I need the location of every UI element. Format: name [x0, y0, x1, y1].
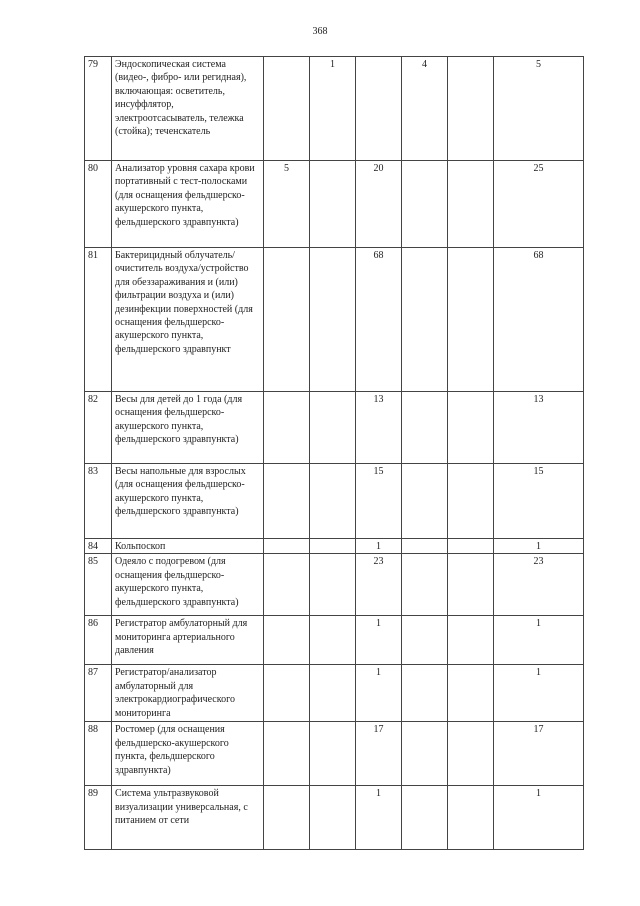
row-number: 81 [85, 248, 112, 392]
count-cell [448, 786, 494, 850]
count-cell [448, 57, 494, 161]
table-row [85, 392, 584, 464]
count-cell [402, 554, 448, 616]
equipment-name: Весы для детей до 1 года (для оснащения фельдшерско-акушерского пункта, фельдшерского здравпункта) [112, 392, 264, 464]
row-number: 85 [85, 554, 112, 616]
equipment-name: Эндоскопическая система (видео-, фибро- или регидная), включающая: осветитель, инсуффлятор, электроотсасыватель, тележка (стойка); теченскатель [112, 57, 264, 161]
equipment-table [84, 56, 584, 850]
count-cell: 4 [402, 57, 448, 161]
table-row [85, 57, 584, 161]
count-cell: 5 [264, 161, 310, 248]
count-cell [448, 554, 494, 616]
table-row [85, 248, 584, 392]
count-cell [356, 57, 402, 161]
count-cell [402, 539, 448, 554]
row-number: 86 [85, 616, 112, 665]
page-number: 368 [312, 26, 328, 37]
total-cell: 25 [494, 161, 584, 248]
total-cell: 15 [494, 464, 584, 539]
count-cell: 1 [356, 665, 402, 722]
count-cell [448, 392, 494, 464]
count-cell [310, 786, 356, 850]
total-cell: 1 [494, 786, 584, 850]
count-cell: 68 [356, 248, 402, 392]
count-cell [402, 722, 448, 786]
row-number: 79 [85, 57, 112, 161]
table-row [85, 722, 584, 786]
count-cell [264, 554, 310, 616]
row-number: 84 [85, 539, 112, 554]
total-cell: 1 [494, 665, 584, 722]
count-cell: 1 [310, 57, 356, 161]
row-number: 87 [85, 665, 112, 722]
equipment-name: Анализатор уровня сахара крови портативный с тест-полосками (для оснащения фельдшерско-акушерского пункта, фельдшерского здравпункта) [112, 161, 264, 248]
table-row [85, 665, 584, 722]
total-cell: 1 [494, 616, 584, 665]
count-cell [402, 616, 448, 665]
count-cell [264, 57, 310, 161]
count-cell [310, 554, 356, 616]
count-cell [402, 392, 448, 464]
count-cell [402, 161, 448, 248]
count-cell [264, 665, 310, 722]
table-row [85, 161, 584, 248]
total-cell: 23 [494, 554, 584, 616]
total-cell: 5 [494, 57, 584, 161]
count-cell: 1 [356, 786, 402, 850]
count-cell [310, 539, 356, 554]
equipment-name: Регистратор амбулаторный для мониторинга артериального давления [112, 616, 264, 665]
count-cell [264, 392, 310, 464]
row-number: 80 [85, 161, 112, 248]
count-cell [264, 616, 310, 665]
equipment-name: Ростомер (для оснащения фельдшерско-акушерского пункта, фельдшерского здравпункта) [112, 722, 264, 786]
count-cell: 13 [356, 392, 402, 464]
count-cell: 17 [356, 722, 402, 786]
total-cell: 13 [494, 392, 584, 464]
total-cell: 17 [494, 722, 584, 786]
count-cell [402, 248, 448, 392]
count-cell [310, 392, 356, 464]
count-cell [310, 722, 356, 786]
count-cell: 20 [356, 161, 402, 248]
count-cell [448, 161, 494, 248]
count-cell [310, 161, 356, 248]
row-number: 88 [85, 722, 112, 786]
count-cell [448, 464, 494, 539]
count-cell [448, 616, 494, 665]
equipment-name: Кольпоскоп [112, 539, 264, 554]
equipment-name: Одеяло с подогревом (для оснащения фельдшерско-акушерского пункта, фельдшерского здравпункта) [112, 554, 264, 616]
count-cell [264, 539, 310, 554]
table-row [85, 554, 584, 616]
row-number: 82 [85, 392, 112, 464]
row-number: 83 [85, 464, 112, 539]
table-row [85, 786, 584, 850]
count-cell [264, 722, 310, 786]
row-number: 89 [85, 786, 112, 850]
count-cell [310, 616, 356, 665]
count-cell [448, 722, 494, 786]
count-cell [264, 248, 310, 392]
count-cell [448, 248, 494, 392]
equipment-name: Весы напольные для взрослых (для оснащения фельдшерско-акушерского пункта, фельдшерского здравпункта) [112, 464, 264, 539]
count-cell [448, 539, 494, 554]
equipment-name: Система ультразвуковой визуализации универсальная, с питанием от сети [112, 786, 264, 850]
count-cell [264, 786, 310, 850]
count-cell: 1 [356, 539, 402, 554]
count-cell [310, 464, 356, 539]
total-cell: 1 [494, 539, 584, 554]
total-cell: 68 [494, 248, 584, 392]
equipment-name: Бактерицидный облучатель/очиститель воздуха/устройство для обеззараживания и (или) фильтрации воздуха и (или) дезинфекции поверхностей (для оснащения фельдшерско-акушерского пункта, фельдшерского здравпункт [112, 248, 264, 392]
count-cell [310, 665, 356, 722]
table-row [85, 464, 584, 539]
count-cell: 23 [356, 554, 402, 616]
count-cell [448, 665, 494, 722]
count-cell [402, 665, 448, 722]
table-row [85, 539, 584, 554]
count-cell [310, 248, 356, 392]
count-cell: 15 [356, 464, 402, 539]
count-cell [402, 786, 448, 850]
count-cell [402, 464, 448, 539]
count-cell [264, 464, 310, 539]
equipment-name: Регистратор/анализатор амбулаторный для электрокардиографического мониторинга [112, 665, 264, 722]
table-row [85, 616, 584, 665]
count-cell: 1 [356, 616, 402, 665]
